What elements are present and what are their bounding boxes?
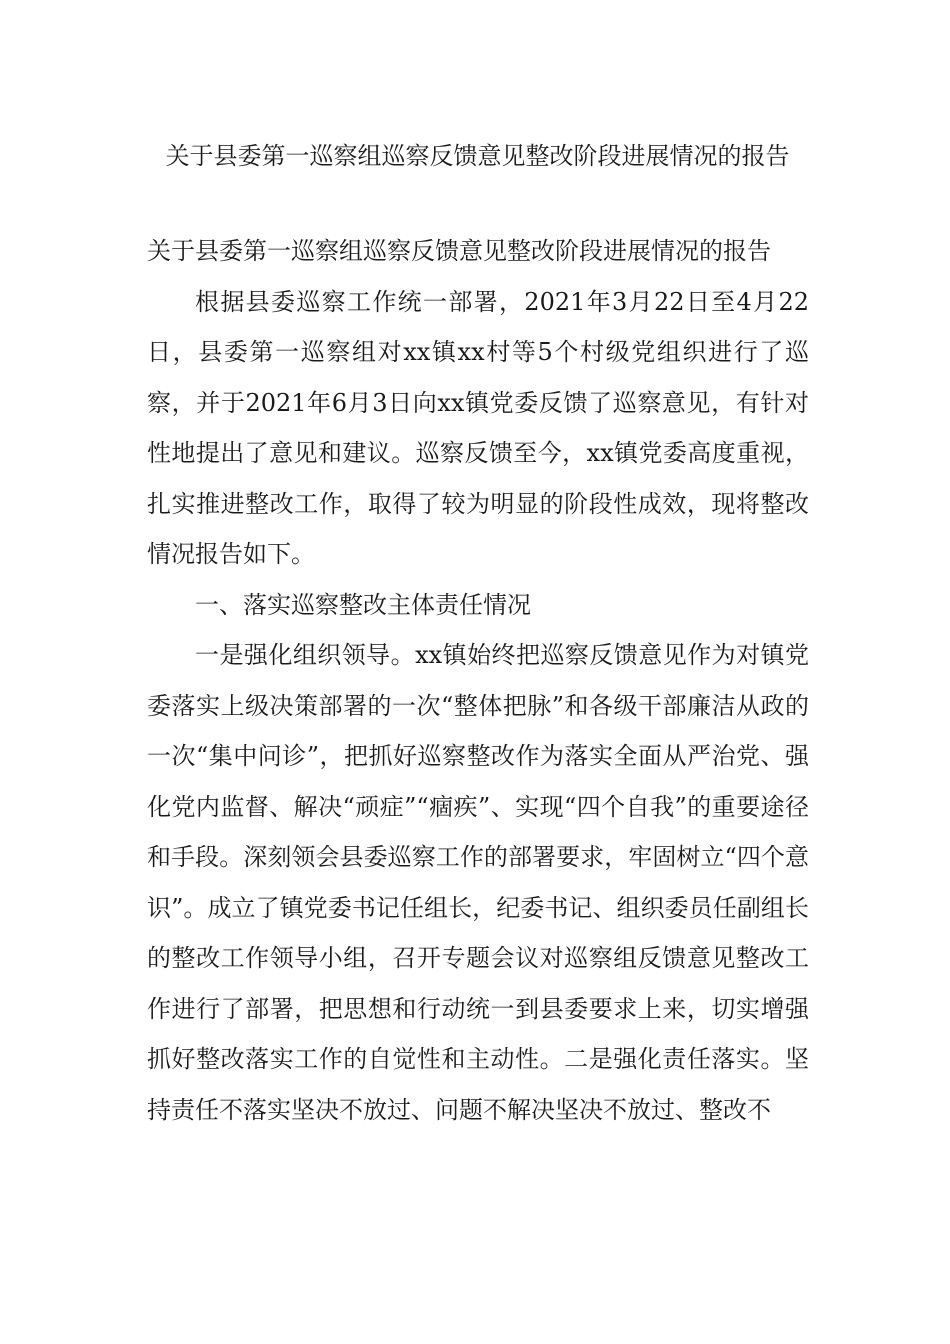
document-body bbox=[147, 226, 809, 1135]
document-title: 关于县委第一巡察组巡察反馈意见整改阶段进展情况的报告 bbox=[165, 142, 790, 170]
paragraph-intro: 根据县委巡察工作统一部署，2021年3月22日至4月22日，县委第一巡察组对xx镇xx村等5个村级党组织进行了巡察，并于2021年6月3日向xx镇党委反馈了巡察意见，有针对性地提出了意见和建议。巡察反馈至今，xx镇党委高度重视，扎实推进整改工作，取得了较为明显的阶段性成效，现将整改情况报告如下。 bbox=[147, 287, 809, 568]
paragraph-section-1: 一是强化组织领导。xx镇始终把巡察反馈意见作为对镇党委落实上级决策部署的一次“整体把脉”和各级干部廉洁从政的一次“集中问诊”，把抓好巡察整改作为落实全面从严治党、强化党内监督、解决“顽症”“痼疾”、实现“四个自我”的重要途径和手段。深刻领会县委巡察工作的部署要求，牢固树立“四个意识”。成立了镇党委书记任组长，纪委书记、组织委员任副组长的整改工作领导小组，召开专题会议对巡察组反馈意见整改工作进行了部署，把思想和行动统一到县委要求上来，切实增强抓好整改落实工作的自觉性和主动性。二是强化责任落实。坚持责任不落实坚决不放过、问题不解决坚决不放过、整改不 bbox=[147, 641, 809, 1124]
document-subtitle: 关于县委第一巡察组巡察反馈意见整改阶段进展情况的报告 bbox=[147, 237, 771, 265]
section-heading-1: 一、落实巡察整改主体责任情况 bbox=[195, 590, 531, 619]
